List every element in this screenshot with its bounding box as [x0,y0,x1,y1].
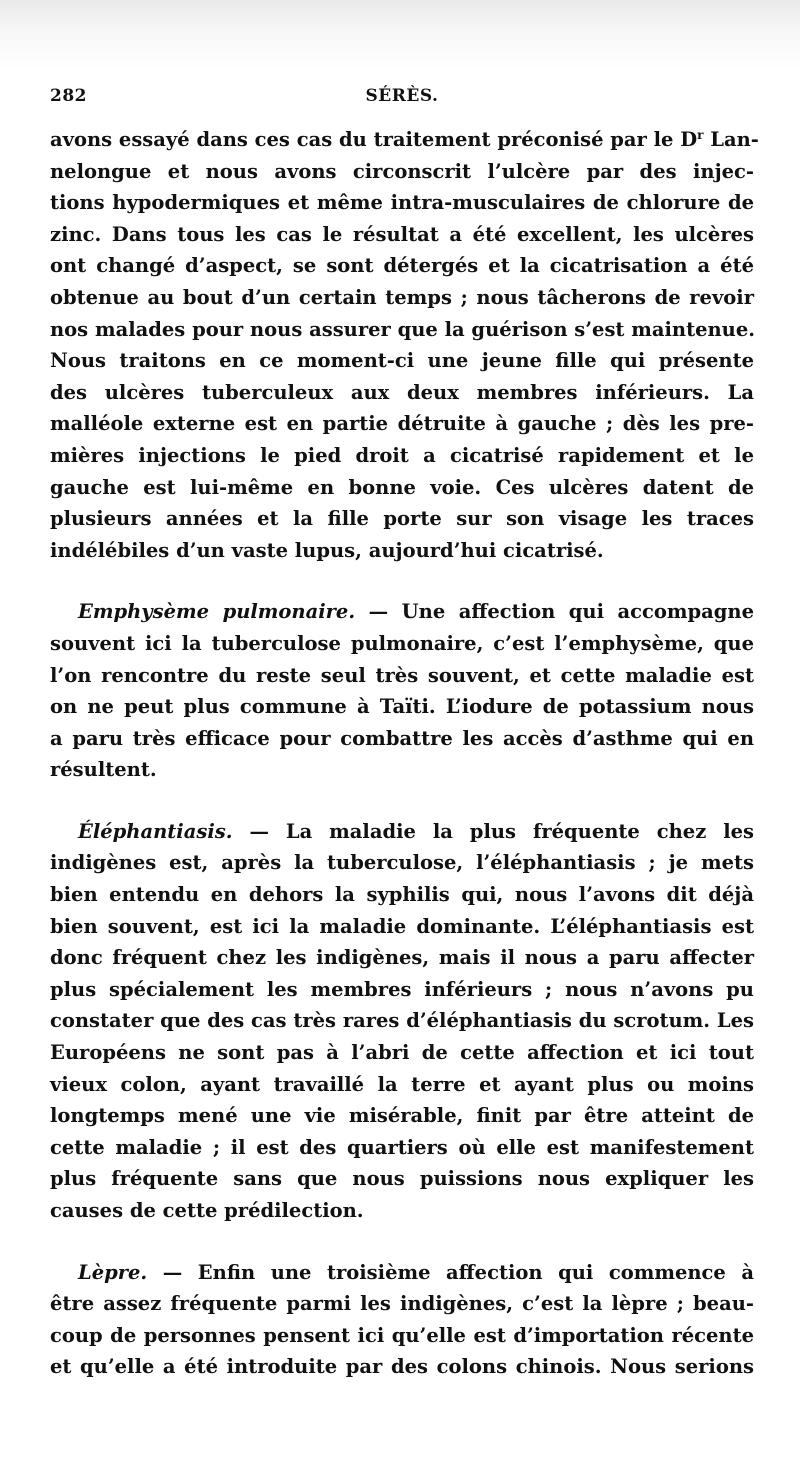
text-line: indigènes est, après la tuberculose, l’éléphantiasis ; je mets [50,851,754,875]
section-heading-emphyseme: Emphysème pulmonaire. [78,600,356,624]
text-line: constater que des cas très rares d’éléphantiasis du scrotum. Les [50,1009,754,1033]
paragraph-gap [50,786,754,816]
text-line: nelongue et nous avons circonscrit l’ulcère par des injec- [50,159,754,183]
text-line: donc fréquent chez les indigènes, mais il nous a paru affecter [50,946,754,970]
text-line: l’on rencontre du reste seul très souvent, et cette maladie est [50,663,754,687]
text-line: longtemps mené une vie misérable, finit par être atteint de [50,1104,754,1128]
text-line: bien entendu en dehors la syphilis qui, nous l’avons dit déjà [50,883,754,907]
text-line: Européens ne sont pas à l’abri de cette affection et ici tout [50,1041,754,1065]
page-number: 282 [50,86,87,106]
text-line: malléole externe est en partie détruite à gauche ; dès les pre- [50,412,754,436]
text-line: souvent ici la tuberculose pulmonaire, c’est l’emphysème, que [50,631,754,655]
text-line: être assez fréquente parmi les indigènes, c’est la lèpre ; beau- [50,1292,754,1316]
text-line: bien souvent, est ici la maladie dominante. L’éléphantiasis est [50,914,754,938]
text-line: résultent. [50,758,157,782]
section-heading-elephantiasis: Éléphantiasis. [78,819,233,843]
text-line: on ne peut plus commune à Taïti. L’iodure de potassium nous [50,695,754,719]
text-line: Éléphantiasis. — La maladie la plus fréquente chez les [78,819,754,843]
text-line: vieux colon, ayant travaillé la terre et ayant plus ou moins [50,1072,754,1096]
running-title: SÉRÈS. [365,86,439,106]
text-line: a paru très efficace pour combattre les accès d’asthme qui en [50,726,754,750]
body-text [50,124,759,1383]
paragraph-gap [50,1227,754,1257]
text-line: mières injections le pied droit a cicatrisé rapidement et le [50,443,754,467]
text-line: plusieurs années et la fille porte sur son visage les traces [50,507,754,531]
superscript: r [697,128,704,142]
text-line: causes de cette prédilection. [50,1199,364,1222]
page-header [50,86,754,112]
text-line: des ulcères tuberculeux aux deux membres inférieurs. La [50,380,754,404]
text-line: plus fréquente sans que nous puissions nous expliquer les [50,1167,754,1191]
text-line: tions hypodermiques et même intra-musculaires de chlorure de [50,191,754,215]
text-line: et qu’elle a été introduite par des colons chinois. Nous serions [50,1355,754,1379]
section-heading-lepre: Lèpre. [78,1260,148,1284]
text-line: indélébiles d’un vaste lupus, aujourd’hui cicatrisé. [50,538,604,562]
text-line: avons essayé dans ces cas du traitement préconisé par le $D^r$ Lan- [50,128,759,151]
text-line: cette maladie ; il est des quartiers où elle est manifestement [50,1135,754,1159]
text-line: obtenue au bout d’un certain temps ; nous tâcherons de revoir [50,285,754,309]
paragraph-gap [50,566,754,596]
text-line: plus spécialement les membres inférieurs ; nous n’avons pu [50,977,754,1001]
text-line: Nous traitons en ce moment-ci une jeune fille qui présente [50,349,754,373]
text-line: coup de personnes pensent ici qu’elle est d’importation récente [50,1323,754,1347]
text-line: Emphysème pulmonaire. — Une affection qui accompagne [78,600,754,624]
text-line: gauche est lui-même en bonne voie. Ces ulcères datent de [50,475,754,499]
text-line: ont changé d’aspect, se sont détergés et la cicatrisation a été [50,254,754,278]
text-line: nos malades pour nous assurer que la guérison s’est maintenue. [50,317,756,341]
text-line: zinc. Dans tous les cas le résultat a été excellent, les ulcères [50,222,754,246]
text-line: Lèpre. — Enfin une troisième affection qui commence à [78,1260,754,1284]
